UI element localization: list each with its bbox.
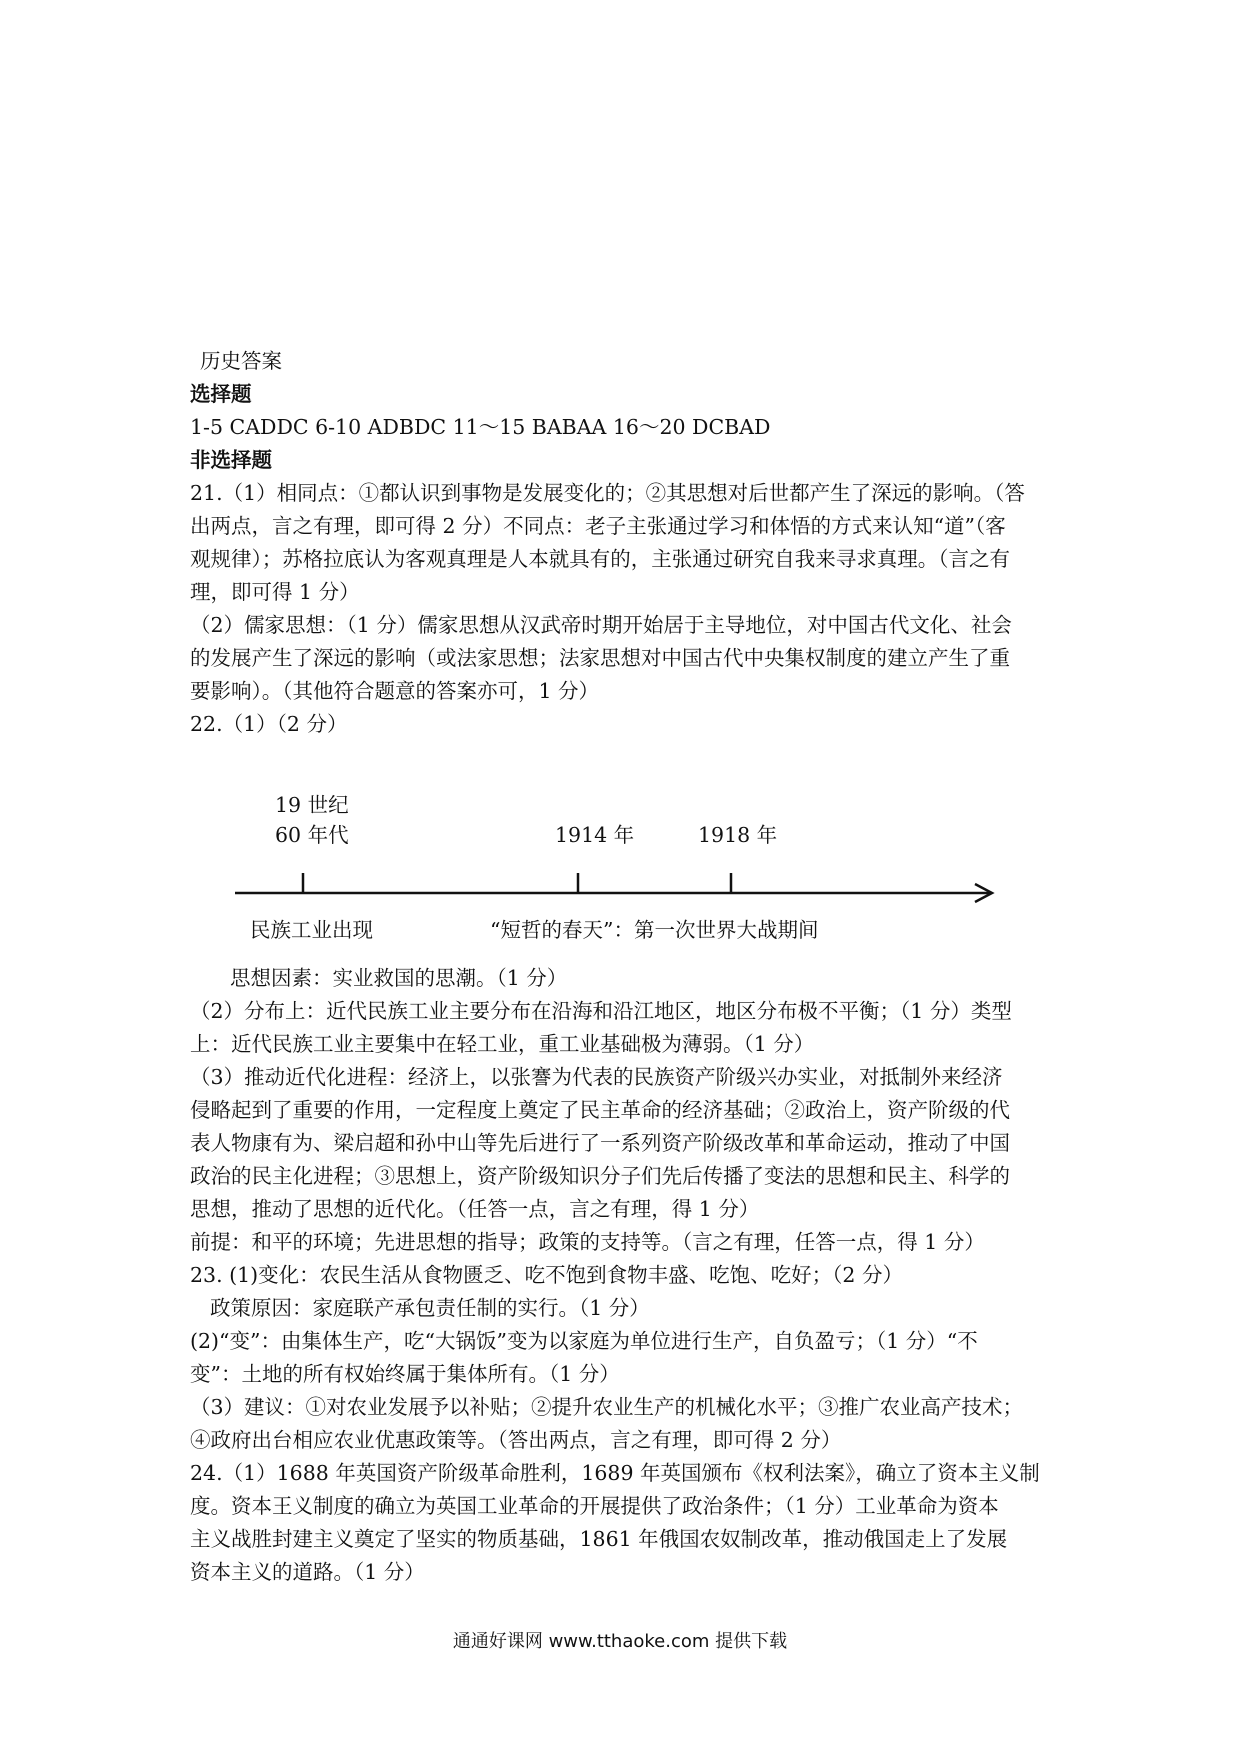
q21-line: 要影响）。（其他符合题意的答案亦可，1 分） <box>190 679 600 703</box>
choice-answers: 1-5 CADDC 6-10 ADBDC 11～15 BABAA 16～20 DCBAD <box>190 415 771 439</box>
q21-line: 理，即可得 1 分） <box>190 580 360 604</box>
timeline-axis <box>230 865 1010 905</box>
answer-document <box>190 345 1070 741</box>
q24-line: 主义战胜封建主义奠定了坚实的物质基础，1861 年俄国农奴制改革，推动俄国走上了发展 <box>190 1527 1008 1551</box>
q22-line: 表人物康有为、梁启超和孙中山等先后进行了一系列资产阶级改革和革命运动，推动了中国 <box>190 1131 1010 1155</box>
q22-premise: 前提：和平的环境；先进思想的指导；政策的支持等。（言之有理，任答一点，得 1 分） <box>190 1230 985 1254</box>
q23-line: 23. (1)变化：农民生活从食物匮乏、吃不饱到食物丰盛、吃饱、吃好；（2 分） <box>190 1263 903 1287</box>
q21-line: 出两点，言之有理，即可得 2 分）不同点：老子主张通过学习和体悟的方式来认知“道”（客 <box>190 514 1006 538</box>
q23-line: 变”：土地的所有权始终属于集体所有。（1 分） <box>190 1362 620 1386</box>
q23-reason: 政策原因：家庭联产承包责任制的实行。（1 分） <box>210 1296 650 1320</box>
timeline-caption-right: “短哲的春天”：第一次世界大战期间 <box>490 918 819 942</box>
q21-line: 21.（1）相同点：①都认识到事物是发展变化的；②其思想对后世都产生了深远的影响。（答 <box>190 481 1025 505</box>
timeline-diagram <box>230 790 1010 950</box>
q22-thought: 思想因素：实业救国的思潮。（1 分） <box>230 966 568 990</box>
q22-line: 侵略起到了重要的作用，一定程度上奠定了民主革命的经济基础；②政治上，资产阶级的代 <box>190 1098 1010 1122</box>
q22-line: （2）分布上：近代民族工业主要分布在沿海和沿江地区，地区分布极不平衡；（1 分）类型 <box>190 999 1012 1023</box>
q21-line: 观规律）；苏格拉底认为客观真理是人本就具有的，主张通过研究自我来寻求真理。（言之有 <box>190 547 1010 571</box>
q23-line: （3）建议：①对农业发展予以补贴；②提升农业生产的机械化水平；③推广农业高产技术； <box>190 1395 1024 1419</box>
page-footer: 通通好课网 www.tthaoke.com 提供下载 <box>452 1631 788 1652</box>
page-title: 历史答案 <box>200 349 282 373</box>
q22-line: 思想，推动了思想的近代化。（任答一点，言之有理，得 1 分） <box>190 1197 760 1221</box>
q23-line: (2)“变”：由集体生产，吃“大锅饭”变为以家庭为单位进行生产，自负盈亏；（1 分）“不 <box>190 1329 978 1353</box>
q24-line: 资本主义的道路。（1 分） <box>190 1560 425 1584</box>
q21-line: 的发展产生了深远的影响（或法家思想；法家思想对中国古代中央集权制度的建立产生了重 <box>190 646 1010 670</box>
section-heading-choice: 选择题 <box>190 382 252 406</box>
timeline-label-60s: 60 年代 <box>275 823 349 847</box>
timeline-label-19c: 19 世纪 <box>275 793 349 817</box>
timeline-label-1914: 1914 年 <box>555 823 635 847</box>
q22-heading: 22.（1）（2 分） <box>190 712 348 736</box>
q22-line: （3）推动近代化进程：经济上，以张謇为代表的民族资产阶级兴办实业，对抵制外来经济 <box>190 1065 1003 1089</box>
q22-line: 政治的民主化进程；③思想上，资产阶级知识分子们先后传播了变法的思想和民主、科学的 <box>190 1164 1010 1188</box>
q22-line: 上：近代民族工业主要集中在轻工业，重工业基础极为薄弱。（1 分） <box>190 1032 815 1056</box>
q24-line: 24.（1）1688 年英国资产阶级革命胜利，1689 年英国颁布《权利法案》，确立了资本主义制 <box>190 1461 1040 1485</box>
section-heading-nonchoice: 非选择题 <box>190 448 272 472</box>
q23-line: ④政府出台相应农业优惠政策等。（答出两点，言之有理，即可得 2 分） <box>190 1428 842 1452</box>
q21-line: （2）儒家思想：（1 分）儒家思想从汉武帝时期开始居于主导地位，对中国古代文化、社会 <box>190 613 1012 637</box>
q24-line: 度。资本王义制度的确立为英国工业革命的开展提供了政治条件；（1 分）工业革命为资本 <box>190 1494 999 1518</box>
answer-document-continued <box>190 962 1070 1589</box>
timeline-caption-left: 民族工业出现 <box>250 918 373 942</box>
timeline-label-1918: 1918 年 <box>698 823 778 847</box>
